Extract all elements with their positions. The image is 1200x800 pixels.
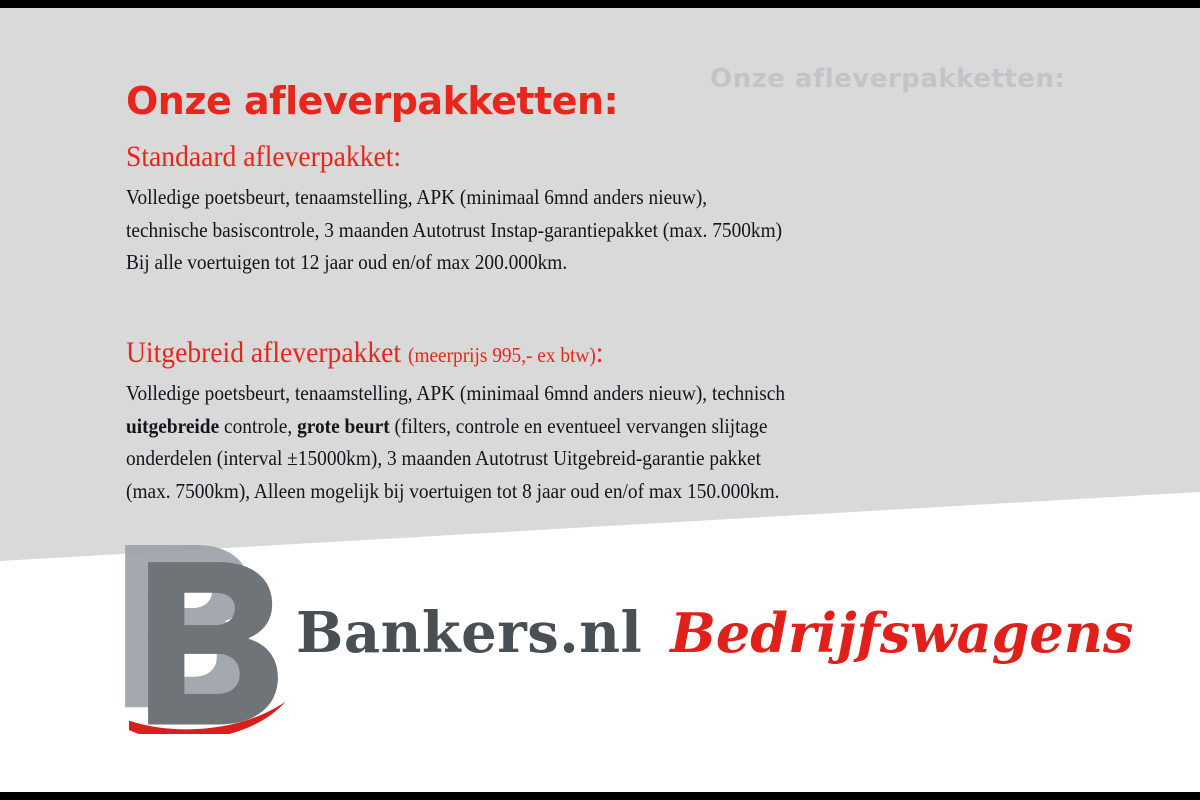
section-standard-heading: Standaard afleverpakket:: [126, 140, 402, 173]
section-standard-line-2: technische basiscontrole, 3 maanden Autotrust Instap-garantiepakket (max. 7500km): [126, 217, 783, 242]
bankers-b-monogram-icon: [108, 524, 318, 734]
section-standard-line-3: Bij alle voertuigen tot 12 jaar oud en/of max 200.000km.: [126, 250, 568, 275]
section-extended-heading-main: Uitgebreid afleverpakket: [126, 336, 402, 369]
brand-name: Bankers.nl: [296, 600, 643, 666]
section-standard-package: [126, 140, 1106, 279]
section-extended-heading-colon: :: [595, 336, 604, 369]
section-extended-line-2: uitgebreide controle, grote beurt (filters, controle en eventueel vervangen slijtage: [126, 413, 768, 438]
section-extended-package: [126, 336, 1106, 508]
page-title: Onze afleverpakketten:: [126, 79, 619, 124]
section-extended-line-1: Volledige poetsbeurt, tenaamstelling, APK (minimaal 6mnd anders nieuw), technisch: [126, 381, 786, 405]
brand-suffix: Bedrijfswagens: [670, 601, 1134, 665]
ghost-title-text: Onze afleverpakketten:: [710, 64, 1066, 94]
section-extended-line-3: onderdelen (interval ±15000km), 3 maanden Autotrust Uitgebreid-garantie pakket: [126, 446, 762, 471]
content-panel: [0, 8, 1200, 792]
section-extended-heading-note: (meerprijs 995,- ex btw): [408, 343, 596, 367]
section-extended-heading: [126, 336, 1028, 369]
logo-area: [0, 512, 1200, 792]
section-standard-line-1: Volledige poetsbeurt, tenaamstelling, APK (minimaal 6mnd anders nieuw),: [126, 185, 708, 209]
section-extended-body: [126, 377, 1008, 508]
section-standard-body: [126, 181, 1008, 279]
brand-wordmark: [296, 600, 1133, 666]
section-extended-line-4: (max. 7500km), Alleen mogelijk bij voertuigen tot 8 jaar oud en/of max 150.000km.: [126, 479, 780, 504]
